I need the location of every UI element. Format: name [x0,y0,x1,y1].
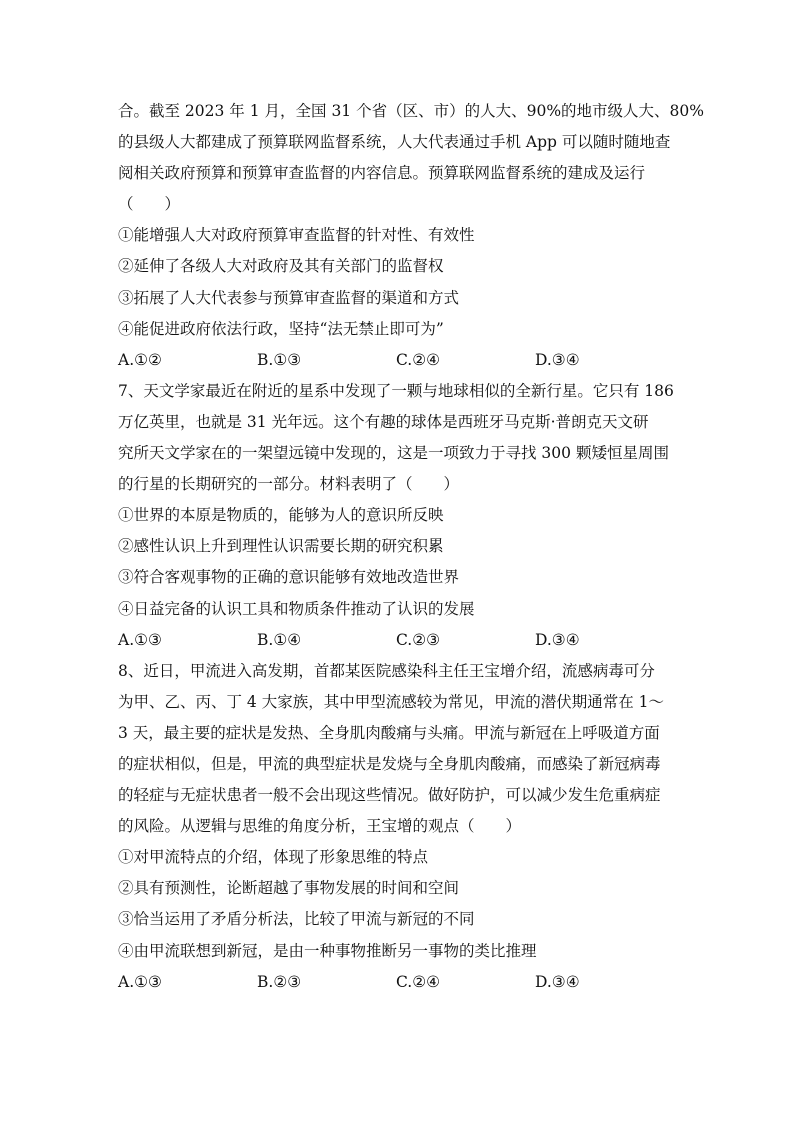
question-8-stem-line: 8、近日，甲流进入高发期，首都某医院感染科主任王宝增介绍，流感病毒可分 [118,661,655,680]
question-7-option-c[interactable]: C.②③ [396,630,441,649]
question-7-stem-line: 的行星的长期研究的一部分。材料表明了（ ） [118,475,460,494]
question-8 [118,656,678,998]
question-6-answer-blank: （ ） [118,195,181,214]
question-8-stem-line: 的轻症与无症状患者一般不会出现这些情况。做好防护，可以减少发生危重病症 [118,786,661,805]
question-6 [118,96,704,376]
question-6-option-c[interactable]: C.②④ [396,350,441,369]
question-8-options [118,967,678,998]
question-8-statement-1: ①对甲流特点的介绍，体现了形象思维的特点 [118,848,429,867]
question-8-statement-4: ④由甲流联想到新冠，是由一种事物推断另一事物的类比推理 [118,941,537,960]
question-6-option-d[interactable]: D.③④ [535,350,580,369]
question-8-stem-line: 3 天，最主要的症状是发热、全身肌肉酸痛与头痛。甲流与新冠在上呼吸道方面 [118,723,660,742]
question-7-stem-line: 万亿英里，也就是 31 光年远。这个有趣的球体是西班牙马克斯·普朗克天文研 [118,412,649,431]
question-8-statement-3: ③恰当运用了矛盾分析法，比较了甲流与新冠的不同 [118,910,475,929]
question-6-options [118,345,678,376]
question-7-option-a[interactable]: A.①③ [118,630,162,649]
question-7-options [118,625,678,656]
question-6-stem-line: 阅相关政府预算和预算审查监督的内容信息。预算联网监督系统的建成及运行 [118,164,646,183]
question-7-option-d[interactable]: D.③④ [535,630,580,649]
question-6-statement-1: ①能增强人大对政府预算审查监督的针对性、有效性 [118,226,475,245]
question-7-stem-line: 究所天文学家在的一架望远镜中发现的，这是一项致力于寻找 300 颗矮恒星周围 [118,444,669,463]
question-8-stem-line: 为甲、乙、丙、丁 4 大家族，其中甲型流感较为常见，甲流的潜伏期通常在 1～ [118,692,665,711]
question-8-stem-line: 的症状相似，但是，甲流的典型症状是发烧与全身肌肉酸痛，而感染了新冠病毒 [118,754,661,773]
question-7-statement-1: ①世界的本原是物质的，能够为人的意识所反映 [118,506,444,525]
document-content [118,96,704,998]
question-6-stem-line: 的县级人大都建成了预算联网监督系统，人大代表通过手机 App 可以随时随地查 [118,133,671,152]
question-7-statement-3: ③符合客观事物的正确的意识能够有效地改造世界 [118,568,460,587]
question-6-statement-2: ②延伸了各级人大对政府及其有关部门的监督权 [118,257,444,276]
question-7 [118,376,678,656]
question-7-statement-2: ②感性认识上升到理性认识需要长期的研究积累 [118,537,444,556]
question-7-statement-4: ④日益完备的认识工具和物质条件推动了认识的发展 [118,599,475,618]
question-8-option-b[interactable]: B.②③ [257,972,302,991]
question-8-option-d[interactable]: D.③④ [535,972,580,991]
question-6-option-b[interactable]: B.①③ [257,350,302,369]
question-8-option-c[interactable]: C.②④ [396,972,441,991]
question-7-stem-line: 7、天文学家最近在附近的星系中发现了一颗与地球相似的全新行星。它只有 186 [118,381,674,400]
question-6-stem-line: 合。截至 2023 年 1 月，全国 31 个省（区、市）的人大、90%的地市级人大、80% [118,102,704,120]
question-8-statement-2: ②具有预测性，论断超越了事物发展的时间和空间 [118,879,460,898]
question-8-stem-line: 的风险。从逻辑与思维的角度分析，王宝增的观点（ ） [118,817,522,836]
question-6-statement-3: ③拓展了人大代表参与预算审查监督的渠道和方式 [118,288,460,307]
question-7-option-b[interactable]: B.①④ [257,630,302,649]
question-6-statement-4: ④能促进政府依法行政，坚持“法无禁止即可为” [118,319,444,338]
question-8-option-a[interactable]: A.①③ [118,972,162,991]
question-6-option-a[interactable]: A.①② [118,350,162,369]
